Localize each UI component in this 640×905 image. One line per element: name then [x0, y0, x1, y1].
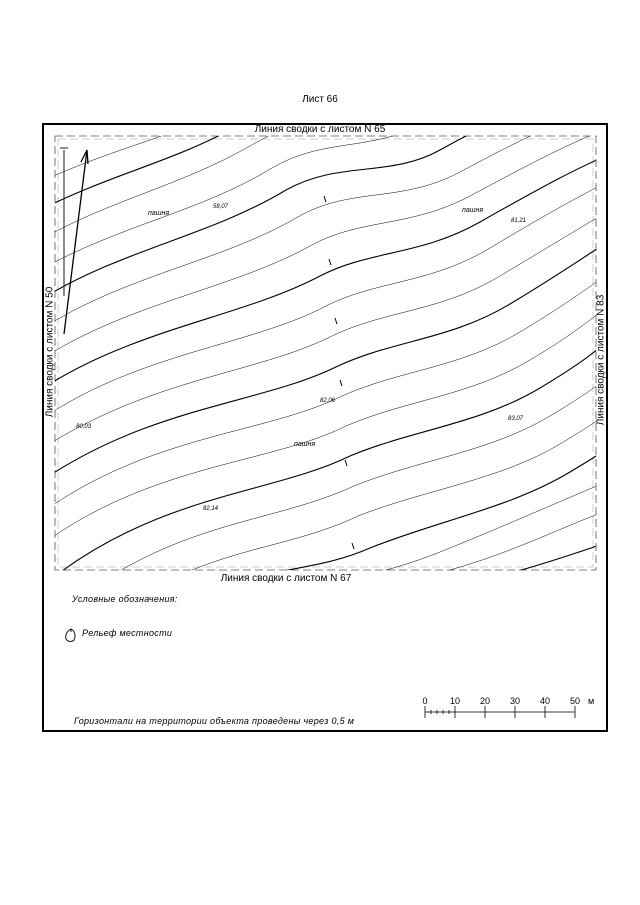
elevation-label: 82,06: [320, 398, 336, 404]
contour-line: [40, 124, 620, 360]
contour-line: [50, 332, 620, 580]
elevation-label: 81,21: [511, 218, 527, 224]
scale-tick-label: 30: [509, 696, 521, 706]
legend-relief-label: Рельеф местности: [82, 628, 173, 638]
contour-line: [40, 204, 620, 450]
sheet-title: Лист 66: [302, 94, 338, 105]
scale-tick-label: 20: [479, 696, 491, 706]
contour-relief-icon: [64, 627, 78, 643]
slope-tick: [324, 196, 326, 202]
contour-line: [40, 60, 330, 182]
elevation-label: 83,07: [508, 416, 524, 422]
edge-label-bottom: Линия сводки с листом N 67: [220, 573, 352, 584]
slope-tick: [352, 543, 354, 549]
slope-tick: [329, 259, 331, 265]
contour-interval-note: Горизонтали на территории объекта проведены через 0,5 м: [74, 716, 355, 726]
scale-tick-label: 10: [449, 696, 461, 706]
land-label: пашня: [294, 441, 316, 448]
contour-lines: [40, 60, 620, 592]
elevation-label: 58,07: [213, 204, 229, 210]
contour-line: [40, 70, 370, 210]
contour-line: [40, 150, 620, 390]
contour-line: [40, 298, 620, 546]
contour-line: [40, 80, 410, 240]
north-arrow-icon: [60, 148, 88, 334]
contour-line: [40, 90, 580, 300]
scale-unit: м: [588, 696, 595, 706]
slope-tick: [340, 380, 342, 386]
contour-line: [90, 366, 620, 590]
scale-tick-label: 0: [422, 696, 428, 706]
elevation-label: 82,14: [203, 506, 219, 512]
edge-label-top: Линия сводки с листом N 65: [254, 124, 386, 135]
edge-label-right: Линия сводки с листом N 83: [595, 294, 607, 426]
scale-bar: [425, 706, 575, 718]
contour-line: [40, 176, 620, 420]
contour-line: [40, 80, 520, 270]
slope-tick: [335, 318, 337, 324]
land-label: пашня: [148, 210, 170, 217]
land-label: пашня: [462, 207, 484, 214]
scale-tick-label: 50: [569, 696, 581, 706]
legend-title: Условные обозначения:: [72, 594, 178, 604]
slope-tick: [345, 460, 347, 466]
contour-line: [40, 266, 620, 514]
scale-tick-label: 40: [539, 696, 551, 706]
elevation-label: 80,03: [76, 424, 92, 430]
edge-label-left: Линия сводки с листом N 50: [44, 286, 56, 418]
